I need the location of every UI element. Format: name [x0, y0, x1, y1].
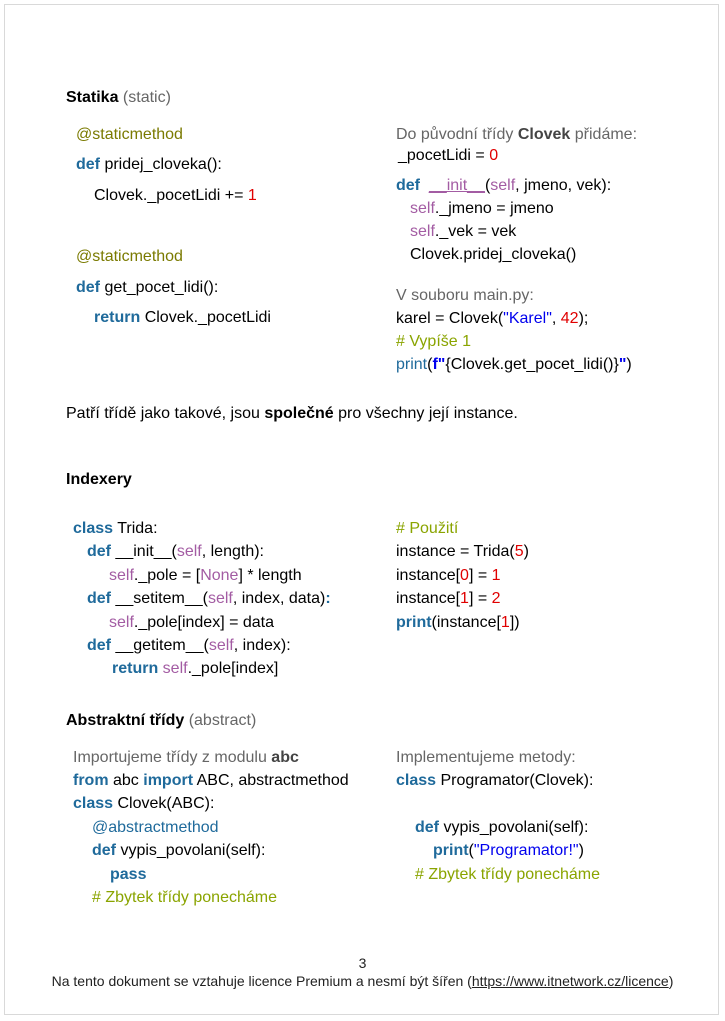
paragraph	[66, 405, 518, 423]
code-function: print	[396, 356, 428, 373]
code-keyword: def	[415, 819, 439, 836]
code-line	[396, 175, 611, 197]
code-keyword: class	[73, 520, 114, 537]
note-line	[396, 124, 637, 146]
code-fstring: f"	[432, 356, 446, 373]
section-heading-indexery: Indexery	[66, 471, 132, 488]
code-keyword: def	[76, 156, 100, 173]
code-keyword: from	[73, 772, 109, 789]
code-comment: # Zbytek třídy ponecháme	[92, 889, 277, 906]
code-line	[109, 565, 302, 587]
code-line: Clovek.pridej_cloveka()	[410, 246, 577, 263]
code-text: instance[	[396, 567, 461, 584]
code-text: ._vek = vek	[434, 223, 517, 240]
paragraph-bold: společné	[264, 405, 334, 422]
code-text: (	[427, 356, 433, 373]
code-line	[396, 541, 529, 563]
code-keyword: print	[396, 614, 432, 631]
code-line	[109, 612, 274, 634]
code-number: 0	[489, 147, 499, 164]
code-text: ABC, abstractmethod	[193, 772, 349, 789]
code-keyword: def	[76, 279, 100, 296]
code-text: (	[484, 177, 491, 194]
code-number: 1	[247, 187, 257, 204]
code-number: 1	[500, 614, 510, 631]
code-line	[73, 770, 349, 792]
code-string: "Karel"	[503, 310, 552, 327]
note-text: Do původní třídy	[396, 126, 518, 143]
note-line	[73, 747, 299, 769]
code-text: abc	[108, 772, 144, 789]
heading-text: Statika	[66, 89, 119, 106]
code-number: 0	[460, 567, 469, 584]
code-colon: :	[325, 590, 331, 607]
code-decorator: @staticmethod	[76, 248, 183, 265]
heading-text: Abstraktní třídy	[66, 712, 185, 729]
code-text: ._pole = [	[133, 567, 201, 584]
code-text: Programator(Clovek):	[436, 772, 594, 789]
code-text: pridej_cloveka():	[104, 156, 222, 173]
code-line	[87, 588, 331, 610]
code-keyword: return	[112, 660, 159, 677]
code-comment: # Použití	[396, 520, 459, 537]
code-keyword: import	[143, 772, 194, 789]
code-text: ])	[509, 614, 520, 631]
code-comment: # Zbytek třídy ponecháme	[415, 866, 600, 883]
heading-subtitle: (static)	[122, 89, 171, 106]
code-line	[396, 612, 520, 634]
code-text: );	[578, 310, 589, 327]
code-text: ] =	[468, 567, 492, 584]
code-text: vypis_povolani(self):	[439, 819, 589, 836]
code-self: self	[410, 223, 435, 240]
code-line	[396, 588, 501, 610]
code-line	[396, 770, 593, 792]
code-keyword: def	[396, 177, 420, 194]
section-heading-abstraktni	[66, 712, 256, 730]
license-text: Na tento dokument se vztahuje licence Premium a nesmí být šířen (	[51, 973, 472, 989]
license-link[interactable]: https://www.itnetwork.cz/licence	[471, 973, 669, 989]
code-line	[433, 840, 584, 862]
code-number: 42	[560, 310, 579, 327]
code-text: __getitem__(	[111, 637, 209, 654]
code-number: 2	[491, 590, 501, 607]
code-text: )	[523, 543, 529, 560]
code-text: ] =	[468, 590, 492, 607]
code-text: Clovek._pocetLidi	[144, 309, 271, 326]
note-line: Implementujeme metody:	[396, 749, 576, 766]
code-keyword: class	[396, 772, 437, 789]
paragraph-text: Patří třídě jako takové, jsou	[66, 405, 265, 422]
code-text: instance = Trida(	[396, 543, 515, 560]
code-comment: # Vypíše 1	[396, 333, 472, 350]
code-text: __init__(	[111, 543, 177, 560]
note-bold: Clovek	[517, 126, 571, 143]
code-text: __setitem__(	[111, 590, 208, 607]
code-text: Clovek(ABC):	[113, 795, 215, 812]
code-text: karel = Clovek(	[396, 310, 504, 327]
code-text: )	[626, 356, 632, 373]
code-text: vypis_povolani(self):	[116, 842, 266, 859]
code-none: None	[200, 567, 239, 584]
code-keyword: pass	[110, 866, 147, 883]
code-keyword: def	[87, 543, 111, 560]
code-line	[94, 307, 271, 329]
code-self: self	[490, 177, 516, 194]
code-number: 1	[460, 590, 469, 607]
page-number: 3	[358, 955, 367, 971]
code-text: Clovek._pocetLidi +=	[94, 187, 248, 204]
code-text: )	[578, 842, 584, 859]
code-line	[410, 198, 554, 220]
code-number: 5	[514, 543, 524, 560]
code-text: (	[468, 842, 474, 859]
code-self: self	[109, 614, 134, 631]
code-self: self	[207, 590, 233, 607]
code-self: self	[410, 200, 435, 217]
note-text: Importujeme třídy z modulu	[73, 749, 272, 766]
note-line: V souboru main.py:	[396, 287, 534, 304]
note-bold: abc	[271, 749, 299, 766]
code-self: self	[109, 567, 134, 584]
paragraph-text: pro všechny její instance.	[333, 405, 518, 422]
code-decorator: @staticmethod	[76, 126, 183, 143]
code-text: {Clovek.get_pocet_lidi()}	[445, 356, 619, 373]
section-heading-statika	[66, 89, 171, 107]
code-keyword: def	[87, 637, 111, 654]
code-text: , index, data)	[232, 590, 326, 607]
code-keyword: def	[87, 590, 111, 607]
code-line	[396, 354, 632, 376]
code-text: , index):	[233, 637, 291, 654]
code-line	[76, 277, 218, 299]
code-line	[73, 518, 158, 540]
code-line	[396, 565, 501, 587]
code-line	[76, 154, 222, 176]
code-self: self	[208, 637, 234, 654]
code-line	[112, 658, 278, 680]
code-self: self	[176, 543, 202, 560]
license-footer	[0, 973, 725, 989]
code-keyword: def	[92, 842, 116, 859]
code-text: , jmeno, vek):	[515, 177, 612, 194]
code-number: 1	[491, 567, 501, 584]
note-text: přidáme:	[570, 126, 638, 143]
license-text: )	[668, 973, 674, 989]
code-text: instance[	[396, 590, 461, 607]
code-dunder: __init__	[428, 177, 485, 194]
code-text: ._jmeno = jmeno	[434, 200, 554, 217]
code-line	[94, 185, 257, 207]
code-text: Trida:	[113, 520, 158, 537]
code-text: , length):	[201, 543, 264, 560]
code-text: ] * length	[238, 567, 302, 584]
code-string: "Programator!"	[473, 842, 579, 859]
code-text: ._pole[index] = data	[133, 614, 275, 631]
code-keyword: return	[94, 309, 141, 326]
code-string: "	[618, 356, 627, 373]
code-keyword: class	[73, 795, 114, 812]
code-keyword: print	[433, 842, 469, 859]
code-line	[87, 541, 264, 563]
code-line	[398, 145, 498, 167]
code-line	[410, 221, 516, 243]
code-text: get_pocet_lidi():	[104, 279, 219, 296]
code-self: self	[158, 660, 188, 677]
code-line	[87, 635, 291, 657]
code-text: ,	[551, 310, 561, 327]
code-line	[73, 793, 214, 815]
code-text: _pocetLidi =	[398, 147, 490, 164]
code-line	[415, 817, 588, 839]
heading-subtitle: (abstract)	[188, 712, 257, 729]
code-text: ._pole[index]	[187, 660, 279, 677]
code-decorator: @abstractmethod	[92, 819, 219, 836]
code-line	[92, 840, 265, 862]
code-line	[396, 308, 588, 330]
code-text: (instance[	[431, 614, 501, 631]
